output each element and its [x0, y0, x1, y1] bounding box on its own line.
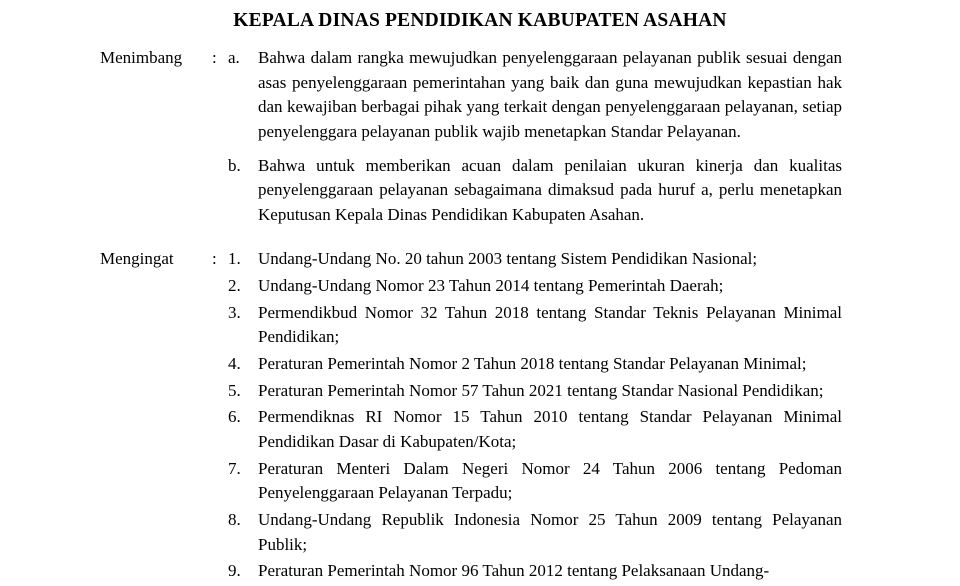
list-item [228, 405, 842, 454]
list-item [228, 559, 842, 584]
list-item-text: Peraturan Pemerintah Nomor 96 Tahun 2012 tentang Pelaksanaan Undang- [258, 561, 770, 581]
list-item-text: Undang-Undang Nomor 23 Tahun 2014 tentang Pemerintah Daerah; [258, 276, 724, 296]
clause-colon-mengingat: : [212, 249, 217, 269]
list-item [228, 508, 842, 557]
list-item-marker: b. [228, 155, 241, 175]
list-item [228, 46, 842, 145]
list-item-text: Peraturan Menteri Dalam Negeri Nomor 24 Tahun 2006 tentang Pedoman Penyelenggaraan Pelayanan Terpadu; [258, 458, 842, 503]
list-item-marker: 9. [228, 561, 241, 581]
list-item [228, 154, 842, 228]
list-item [228, 301, 842, 350]
list-item-text: Bahwa untuk memberikan acuan dalam penilaian ukuran kinerja dan kualitas penyelenggaraan pelayanan sebagaimana dimaksud pada huruf a, perlu menetapkan Keputusan Kepala Dinas Pendidikan Kabupaten Asahan. [258, 155, 842, 224]
clause-items-menimbang [228, 46, 842, 227]
list-item-text: Bahwa dalam rangka mewujudkan penyelenggaraan pelayanan publik sesuai dengan asas penyelenggaraan pemerintahan yang baik dan guna mewujudkan kepastian hak dan kewajiban berbagai pihak yang terkait dengan penyelenggaraan pelayanan, setiap penyelenggara pelayanan publik wajib menetapkan Standar Pelayanan. [258, 48, 842, 141]
list-item-marker: 5. [228, 380, 241, 400]
clause-colon-menimbang: : [212, 48, 217, 67]
list-item [228, 247, 842, 272]
list-item-marker: 4. [228, 354, 241, 374]
list-item [228, 379, 842, 404]
page-title: KEPALA DINAS PENDIDIKAN KABUPATEN ASAHAN [233, 10, 727, 31]
list-item-marker: 1. [228, 249, 241, 269]
list-item-text: Permendiknas RI Nomor 15 Tahun 2010 tentang Standar Pelayanan Minimal Pendidikan Dasar di Kabupaten/Kota; [258, 407, 842, 451]
list-item-marker: 2. [228, 276, 241, 296]
list-item-text: Undang-Undang No. 20 tahun 2003 tentang Sistem Pendidikan Nasional; [258, 249, 758, 269]
list-item-marker: 3. [228, 302, 241, 322]
list-item [228, 274, 842, 299]
clause-items-mengingat [228, 247, 842, 585]
clause-label-menimbang: Menimbang [100, 48, 183, 67]
clause-mengingat [0, 247, 960, 585]
list-item-text: Peraturan Pemerintah Nomor 2 Tahun 2018 tentang Standar Pelayanan Minimal; [258, 354, 807, 374]
clause-menimbang [0, 46, 960, 227]
list-item-marker: a. [228, 48, 240, 67]
list-item [228, 457, 842, 506]
list-item-text: Peraturan Pemerintah Nomor 57 Tahun 2021 tentang Standar Nasional Pendidikan; [258, 380, 824, 400]
list-item-text: Permendikbud Nomor 32 Tahun 2018 tentang Standar Teknis Pelayanan Minimal Pendidikan; [258, 302, 842, 347]
list-item-marker: 6. [228, 407, 241, 427]
list-item-text: Undang-Undang Republik Indonesia Nomor 25 Tahun 2009 tentang Pelayanan Publik; [258, 509, 842, 554]
clause-label-mengingat: Mengingat [100, 249, 174, 269]
list-item-marker: 7. [228, 458, 241, 478]
list-item [228, 352, 842, 377]
list-item-marker: 8. [228, 509, 241, 529]
document-page [0, 10, 960, 581]
